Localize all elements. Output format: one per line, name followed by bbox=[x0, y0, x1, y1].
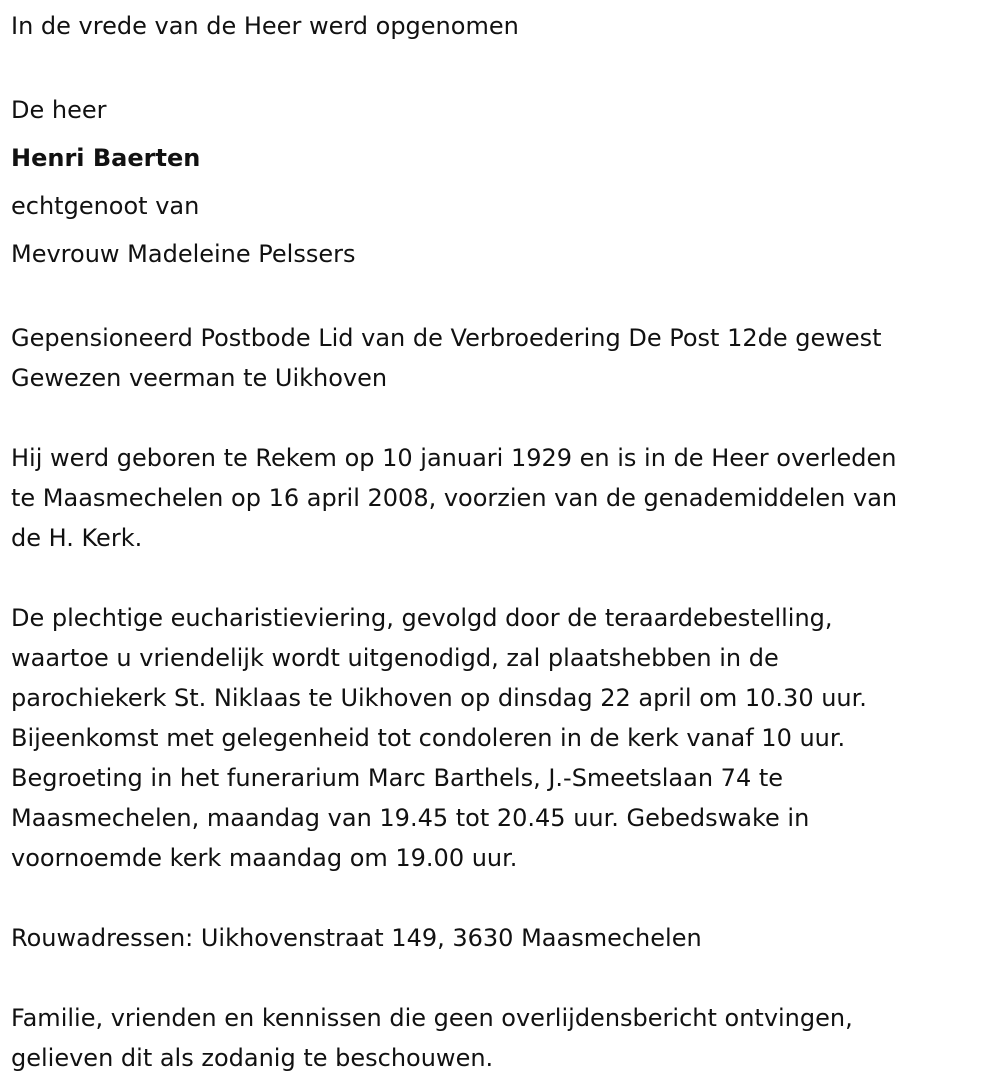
paragraph-line: Bijeenkomst met gelegenheid tot condoleren in de kerk vanaf 10 uur. bbox=[11, 724, 846, 752]
occupation-block bbox=[11, 318, 990, 398]
paragraph-line: Hij werd geboren te Rekem op 10 januari 1929 en is in de Heer overleden bbox=[11, 444, 897, 472]
salutation-text: De heer bbox=[11, 96, 107, 124]
birth-death-paragraph bbox=[11, 438, 990, 558]
spouse-name: Mevrouw Madeleine Pelssers bbox=[11, 240, 356, 268]
relation-text: echtgenoot van bbox=[11, 192, 200, 220]
paragraph-line: De plechtige eucharistieviering, gevolgd door de teraardebestelling, bbox=[11, 604, 833, 632]
paragraph-line: te Maasmechelen op 16 april 2008, voorzien van de genademiddelen van bbox=[11, 484, 898, 512]
paragraph-line: de H. Kerk. bbox=[11, 524, 143, 552]
paragraph-line: Maasmechelen, maandag van 19.45 tot 20.45 uur. Gebedswake in bbox=[11, 804, 810, 832]
paragraph-line: parochiekerk St. Niklaas te Uikhoven op dinsdag 22 april om 10.30 uur. bbox=[11, 684, 867, 712]
occupation-line-1: Gepensioneerd Postbode Lid van de Verbroedering De Post 12de gewest bbox=[11, 324, 882, 352]
paragraph-line: voornoemde kerk maandag om 19.00 uur. bbox=[11, 844, 518, 872]
paragraph-line: Familie, vrienden en kennissen die geen overlijdensbericht ontvingen, bbox=[11, 1004, 853, 1032]
spacer bbox=[11, 958, 990, 998]
spacer bbox=[11, 46, 990, 86]
intro-text: In de vrede van de Heer werd opgenomen bbox=[11, 12, 519, 40]
paragraph-line: gelieven dit als zodanig te beschouwen. bbox=[11, 1044, 494, 1072]
spacer bbox=[11, 278, 990, 318]
spacer bbox=[11, 558, 990, 598]
spacer bbox=[11, 398, 990, 438]
name-block bbox=[11, 86, 990, 278]
paragraph-line: Begroeting in het funerarium Marc Barthels, J.-Smeetslaan 74 te bbox=[11, 764, 784, 792]
occupation-line-2: Gewezen veerman te Uikhoven bbox=[11, 364, 388, 392]
paragraph-line: waartoe u vriendelijk wordt uitgenodigd, zal plaatshebben in de bbox=[11, 644, 779, 672]
mourning-address: Rouwadressen: Uikhovenstraat 149, 3630 Maasmechelen bbox=[11, 924, 702, 952]
closing-paragraph bbox=[11, 998, 990, 1078]
spacer bbox=[11, 878, 990, 918]
deceased-name: Henri Baerten bbox=[11, 144, 201, 172]
ceremony-paragraph bbox=[11, 598, 990, 878]
